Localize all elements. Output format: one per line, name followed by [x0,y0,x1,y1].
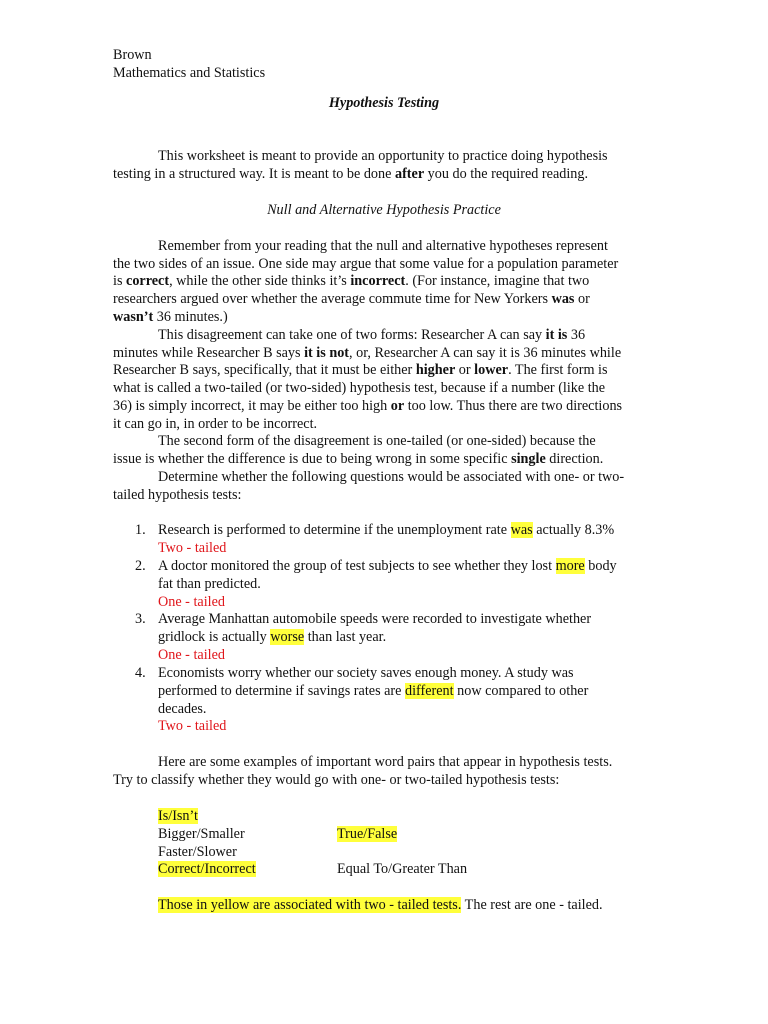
question-text: gridlock is actually [158,629,271,645]
page-title-text: Hypothesis Testing [328,95,440,111]
p1-bold-incorrect: incorrect [350,273,406,289]
pair-true-false [337,826,397,843]
p1-text: is [113,273,127,289]
question-4-line-3: decades. [158,701,207,717]
p1-line-4 [113,291,590,308]
p2-text: 36 [567,327,586,343]
question-text: A doctor monitored the group of test subjects to see whether they lost [158,558,556,574]
p3-bold-single: single [511,451,546,467]
p1-text: . (For instance, imagine that two [405,273,590,289]
p1-text: , while the other side thinks it’s [169,273,351,289]
p1-text: researchers argued over whether the average commute time for New Yorkers [113,291,552,307]
p2-text: , or, Researcher A can say it is 36 minutes while [349,345,622,361]
p2-bold-it-is: it is [545,327,568,343]
p1-line-1: Remember from your reading that the null and alternative hypotheses represent [158,238,608,254]
p2-bold-lower: lower [474,362,509,378]
pair-is-isnt [158,808,198,825]
pair-correct-incorrect [158,861,256,878]
question-3-line-2 [158,629,386,646]
intro-bold-after: after [394,166,425,182]
intro-text: testing in a structured way. It is meant to be done [113,166,395,182]
p3-text: issue is whether the difference is due to being wrong in some specific [113,451,512,467]
p2-text: Researcher B says, specifically, that it must be either [113,362,416,378]
p2-text: This disagreement can take one of two forms: Researcher A can say [158,327,546,343]
p1-bold-was: was [551,291,575,307]
p1-bold-wasnt: wasn’t [113,309,154,325]
p4-line-2: tailed hypothesis tests: [113,487,242,503]
p5-line-1: Here are some examples of important word pairs that appear in hypothesis tests. [158,754,613,770]
question-text: performed to determine if savings rates are [158,683,405,699]
subject-line: Mathematics and Statistics [113,65,266,81]
conclusion-line [158,897,603,914]
p2-text: too low. Thus there are two directions [404,398,623,414]
p5-line-2: Try to classify whether they would go with one- or two-tailed hypothesis tests: [113,772,560,788]
p2-bold-it-is-not: it is not [304,345,350,361]
p2-line-3 [113,362,608,379]
p1-line-2: the two sides of an issue. One side may argue that some value for a population parameter [113,256,619,272]
question-4-line-1: Economists worry whether our society saves enough money. A study was [158,665,574,681]
p1-bold-correct: correct [126,273,170,289]
p2-line-1 [158,327,585,344]
highlight-was: was [510,522,533,538]
intro-line-2 [113,166,588,183]
question-text: than last year. [304,629,387,645]
p1-line-5 [113,309,228,326]
highlight-different: different [405,683,454,699]
p2-text: or [455,362,475,378]
intro-text-end: you do the required reading. [424,166,589,182]
p3-line-2 [113,451,603,468]
p2-text: minutes while Researcher B says [113,345,305,361]
p4-line-1: Determine whether the following questions would be associated with one- or two- [158,469,625,485]
p3-line-1: The second form of the disagreement is one-tailed (or one-sided) because the [158,433,596,449]
question-number: 3. [135,611,146,627]
question-3-line-1: Average Manhattan automobile speeds were recorded to investigate whether [158,611,592,627]
highlight-more: more [555,558,585,574]
pair-text: True/False [337,826,398,842]
pair-bigger-smaller: Bigger/Smaller [158,826,245,842]
p2-text: . The first form is [508,362,608,378]
conclusion-highlight: Those in yellow are associated with two - tailed tests. [158,897,462,913]
author-name: Brown [113,47,152,63]
p2-line-2 [113,345,621,362]
question-number: 2. [135,558,146,574]
question-text: Research is performed to determine if the unemployment rate [158,522,511,538]
p3-text: direction. [545,451,604,467]
p1-text: or [574,291,590,307]
p2-line-4: what is called a two-tailed (or two-sided) hypothesis test, because if a number (like the [113,380,606,396]
intro-line-1: This worksheet is meant to provide an opportunity to practice doing hypothesis [158,148,608,164]
p2-line-6: it can go in, in order to be incorrect. [113,416,318,432]
question-3-answer: One - tailed [158,647,225,663]
pair-text: Is/Isn’t [158,808,198,824]
pair-faster-slower: Faster/Slower [158,844,237,860]
question-2-answer: One - tailed [158,594,225,610]
question-text: actually 8.3% [532,522,615,538]
p2-bold-higher: higher [415,362,456,378]
question-4-answer: Two - tailed [158,718,227,734]
question-number: 4. [135,665,146,681]
page-title [0,95,768,112]
p2-line-5 [113,398,622,415]
pair-equal-greater: Equal To/Greater Than [337,861,468,877]
pair-text: Correct/Incorrect [158,861,256,877]
highlight-worse: worse [270,629,305,645]
question-text: now compared to other [453,683,589,699]
question-text: body [584,558,617,574]
question-4-line-2 [158,683,588,700]
question-number: 1. [135,522,146,538]
question-2-line-2: fat than predicted. [158,576,261,592]
p1-line-3 [113,273,589,290]
question-2-line-1 [158,558,617,575]
p2-text: 36) is simply incorrect, it may be either too high [113,398,391,414]
question-1-answer: Two - tailed [158,540,227,556]
section-title: Null and Alternative Hypothesis Practice [267,202,501,218]
question-1-line-1 [158,522,614,539]
p2-bold-or: or [390,398,405,414]
p1-text: 36 minutes.) [153,309,228,325]
conclusion-text: The rest are one - tailed. [461,897,603,913]
